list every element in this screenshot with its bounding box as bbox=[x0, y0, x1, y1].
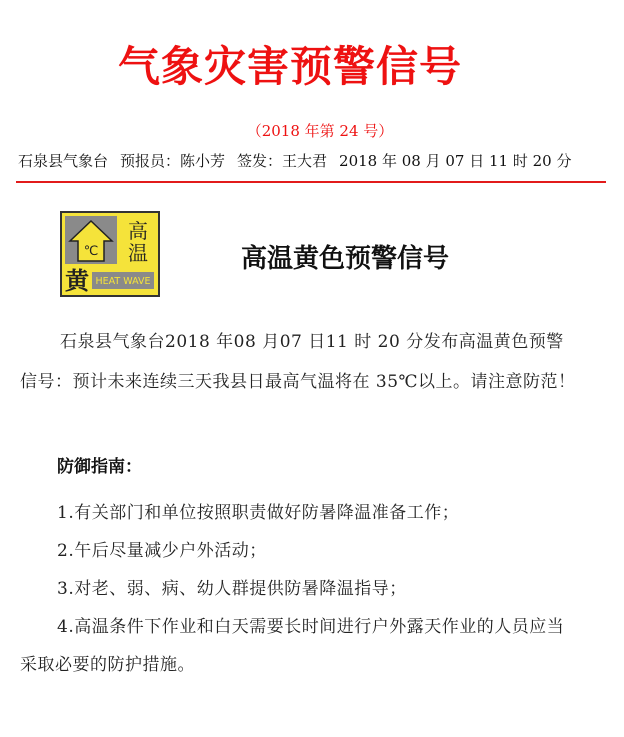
station-name: 石泉县气象台 bbox=[18, 152, 109, 170]
guide-item: 1.有关部门和单位按照职责做好防暑降温准备工作； bbox=[57, 503, 460, 523]
issuer: 签发：王大君 bbox=[237, 152, 328, 170]
icon-char-high: 高 bbox=[128, 219, 148, 243]
header-divider bbox=[16, 181, 606, 183]
warning-heading: 高温黄色预警信号 bbox=[240, 244, 449, 274]
defense-guide-title: 防御指南： bbox=[57, 457, 142, 477]
icon-char-temp: 温 bbox=[128, 241, 148, 265]
issue-datetime: 2018 年 08 月 07 日 11 时 20 分 bbox=[339, 152, 572, 170]
guide-item: 2.午后尽量减少户外活动； bbox=[57, 541, 267, 561]
heat-warning-graphic bbox=[62, 213, 158, 295]
icon-level-char: 黄 bbox=[65, 267, 89, 295]
issue-number: （2018 年第 24 号） bbox=[246, 122, 394, 140]
warning-paragraph: 石泉县气象台2018 年08 月07 日11 时 20 分发布高温黄色预警信号：预计未来连续三天我县日最高气温将在 35℃以上。请注意防范！ bbox=[20, 332, 576, 392]
high-temperature-yellow-icon bbox=[60, 211, 160, 297]
document-title: 气象灾害预警信号 bbox=[117, 42, 462, 91]
forecaster: 预报员：陈小芳 bbox=[120, 152, 226, 170]
defense-guide-list bbox=[20, 494, 580, 684]
guide-item: 4.高温条件下作业和白天需要长时间进行户外露天作业的人员应当采取必要的防护措施。 bbox=[20, 617, 565, 675]
celsius-symbol: ℃ bbox=[83, 244, 99, 259]
guide-item: 3.对老、弱、病、幼人群提供防暑降温指导； bbox=[57, 579, 407, 599]
issuance-info bbox=[18, 150, 571, 171]
heat-wave-label: HEAT WAVE bbox=[95, 276, 151, 287]
